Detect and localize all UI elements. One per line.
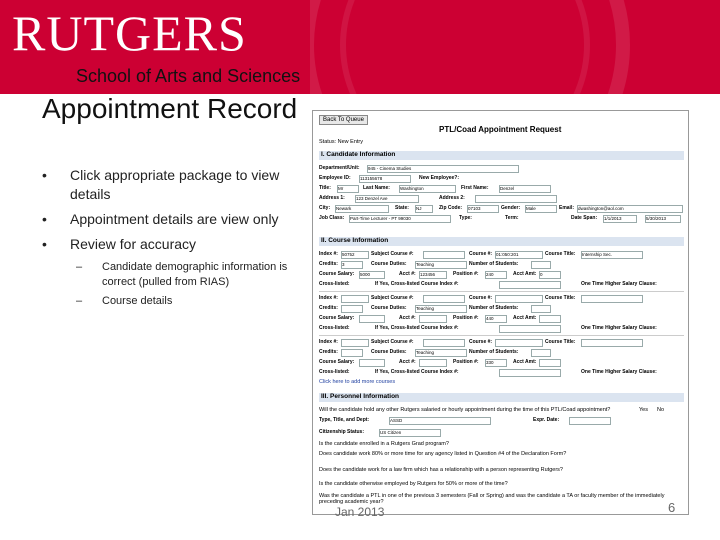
question-agency: Does candidate work 80% or more time for any agency listed in Question #4 of the Declaration Form? (319, 451, 567, 457)
logo-box (0, 0, 310, 94)
position-input-3[interactable]: 330 (485, 359, 507, 367)
row-course1-credits (319, 261, 684, 269)
acct-amt-label-2: Acct Amt: (513, 315, 537, 321)
course-label-3: Course #: (469, 339, 493, 345)
sub-bullet-text: Candidate demographic information is correct (pulled from RIAS) (102, 261, 288, 288)
row-employee (319, 175, 684, 183)
type-title-dept-label: Type, Title, and Dept: (319, 417, 370, 423)
course-duties-label-3: Course Duties: (371, 349, 407, 355)
course-title-label: Course Title: (545, 251, 576, 257)
row-address (319, 195, 684, 203)
index-input-2[interactable] (341, 295, 369, 303)
salary-label: Course Salary: (319, 271, 355, 277)
address2-input[interactable] (475, 195, 557, 203)
index-label-3: Index #: (319, 339, 338, 345)
first-name-input[interactable]: Denzel (499, 185, 551, 193)
row-course2-crosslisted (319, 325, 684, 333)
crosslisted-text-2: If Yes, Cross-listed Course Index #: (375, 325, 459, 331)
index-label-2: Index #: (319, 295, 338, 301)
row-citizenship (319, 429, 684, 437)
job-class-label: Job Class: (319, 215, 345, 221)
course-label: Course #: (469, 251, 493, 257)
salary-label-2: Course Salary: (319, 315, 355, 321)
credits-input[interactable]: 3 (341, 261, 363, 269)
credits-label: Credits: (319, 261, 338, 267)
title-label: Title: (319, 185, 331, 191)
row-p-title (319, 417, 684, 425)
bullet-text: Review for accuracy (70, 236, 197, 252)
section-personnel-info: III. Personnel Information (319, 393, 684, 402)
crosslisted-label-3: Cross-listed: (319, 369, 350, 375)
form-status: Status: New Entry (319, 139, 364, 145)
one-time-label: One Time Higher Salary Clause: (581, 281, 657, 287)
zip-label: Zip Code: (439, 205, 463, 211)
course-label-2: Course #: (469, 295, 493, 301)
subject-input-2[interactable] (423, 295, 465, 303)
date-span-to-input[interactable]: 5/30/2013 (645, 215, 681, 223)
acct-amt-label-3: Acct Amt: (513, 359, 537, 365)
course-input-2[interactable] (495, 295, 543, 303)
school-subtitle: School of Arts and Sciences (76, 66, 301, 86)
position-label: Position #: (453, 271, 479, 277)
acct-input[interactable]: 123456 (419, 271, 447, 279)
type-title-dept-input[interactable]: ASSD (389, 417, 491, 425)
expr-date-input[interactable] (569, 417, 611, 425)
credits-input-3[interactable] (341, 349, 363, 357)
salary-input[interactable]: 5000 (359, 271, 385, 279)
date-span-label: Date Span: (571, 215, 598, 221)
row-course1-index (319, 251, 684, 259)
term-label: Term: (505, 215, 519, 221)
course-divider (319, 291, 684, 292)
section-candidate-info: I. Candidate Information (319, 151, 684, 160)
last-name-input[interactable]: Washington (399, 185, 456, 193)
crosslisted-input-2[interactable] (499, 325, 561, 333)
salary-input-2[interactable] (359, 315, 385, 323)
employee-id-label: Employee ID: (319, 175, 351, 181)
acct-amt-input-2[interactable] (539, 315, 561, 323)
credits-label-3: Credits: (319, 349, 338, 355)
row-course2-salary (319, 315, 684, 323)
sub-bullet-text: Course details (102, 295, 173, 307)
bullet-item: • Appointment details are view only (42, 211, 279, 227)
bullet-text: Appointment details are view only (70, 211, 279, 227)
row-p-q4 (319, 467, 684, 475)
employee-id-input[interactable]: 113155678 (359, 175, 411, 183)
university-seal-inner (340, 0, 590, 94)
index-label: Index #: (319, 251, 338, 257)
zip-input[interactable]: 07103 (467, 205, 499, 213)
row-department (319, 165, 684, 173)
question-law-firm: Does the candidate work for a law firm which has a relationship with a person representing Rutgers? (319, 467, 563, 473)
acct-input-3[interactable] (419, 359, 447, 367)
page-number: 6 (668, 500, 676, 515)
acct-amt-input[interactable]: 0 (539, 271, 561, 279)
students-label-3: Number of Students: (469, 349, 519, 355)
crosslisted-input[interactable] (499, 281, 561, 289)
course-title-label-2: Course Title: (545, 295, 576, 301)
credits-label-2: Credits: (319, 305, 338, 311)
students-input-3[interactable] (531, 349, 551, 357)
subject-label: Subject Course #: (371, 251, 414, 257)
course-title-input[interactable]: Internship Sec. (581, 251, 643, 259)
row-course1-salary (319, 271, 684, 279)
subject-input[interactable] (423, 251, 465, 259)
students-input-2[interactable] (531, 305, 551, 313)
row-course3-crosslisted (319, 369, 684, 377)
appointment-form-screenshot (312, 110, 689, 515)
salary-input-3[interactable] (359, 359, 385, 367)
bullet-text: Click appropriate package to view details (70, 167, 280, 202)
row-course3-credits (319, 349, 684, 357)
acct-label-3: Acct #: (399, 359, 416, 365)
students-label: Number of Students: (469, 261, 519, 267)
section-course-info: II. Course Information (319, 237, 684, 246)
gender-select[interactable]: Male (525, 205, 557, 213)
crosslisted-text-3: If Yes, Cross-listed Course Index #: (375, 369, 459, 375)
row-p-q2 (319, 441, 684, 449)
email-input[interactable]: dwashington@aol.com (577, 205, 683, 213)
citizenship-select[interactable]: US Citizen (379, 429, 441, 437)
acct-amt-input-3[interactable] (539, 359, 561, 367)
title-select[interactable]: Mr (337, 185, 359, 193)
sub-bullet-item: – Candidate demographic information is correct (pulled from RIAS) (76, 261, 288, 288)
address1-label: Address 1: (319, 195, 345, 201)
crosslisted-input-3[interactable] (499, 369, 561, 377)
index-input-3[interactable] (341, 339, 369, 347)
form-title: PTL/Coad Appointment Request (439, 125, 562, 134)
acct-amt-label: Acct Amt: (513, 271, 537, 277)
address2-label: Address 2: (439, 195, 465, 201)
course-duties-label-2: Course Duties: (371, 305, 407, 311)
state-select[interactable]: NJ (415, 205, 433, 213)
course-title-input-2[interactable] (581, 295, 643, 303)
question-previous-ptl: Was the candidate a PTL in one of the previous 3 semesters (Fall or Spring) and was the candidate a TA or faculty member of the immediately preceding academic year? (319, 493, 665, 505)
add-more-courses-link[interactable]: Click here to add more courses (319, 379, 396, 385)
first-name-label: First Name: (461, 185, 489, 191)
bullet-list (42, 166, 302, 313)
one-time-label-3: One Time Higher Salary Clause: (581, 369, 657, 375)
acct-label-2: Acct #: (399, 315, 416, 321)
expr-date-label: Expr. Date: (533, 417, 560, 423)
subject-input-3[interactable] (423, 339, 465, 347)
course-title-input-3[interactable] (581, 339, 643, 347)
department-label: Department/Unit: (319, 165, 360, 171)
course-divider-2 (319, 335, 684, 336)
rutgers-logo: RUTGERS (12, 5, 247, 61)
row-job-class (319, 215, 684, 223)
sub-bullet-item: – Course details (76, 295, 173, 307)
subject-label-3: Subject Course #: (371, 339, 414, 345)
q1-no-radio[interactable]: No (657, 407, 665, 413)
gender-label: Gender: (501, 205, 521, 211)
new-employee-label: New Employee?: (419, 175, 460, 181)
department-select[interactable]: 945 - Cinema Studies (367, 165, 519, 173)
acct-input-2[interactable] (419, 315, 447, 323)
row-p-q5 (319, 481, 684, 489)
bullet-item: • Review for accuracy (42, 236, 197, 252)
row-city (319, 205, 684, 213)
row-course3-index (319, 339, 684, 347)
row-p-q1 (319, 407, 684, 415)
row-p-q3 (319, 451, 684, 459)
city-label: City: (319, 205, 331, 211)
crosslisted-text: If Yes, Cross-listed Course Index #: (375, 281, 459, 287)
course-input[interactable]: 01:050:201 (495, 251, 543, 259)
q1-yes-radio[interactable]: Yes (639, 407, 648, 413)
course-input-3[interactable] (495, 339, 543, 347)
address1-input[interactable]: 123 Denzel Ave (355, 195, 419, 203)
position-input[interactable]: 240 (485, 271, 507, 279)
header-banner (0, 0, 720, 94)
back-to-queue-button[interactable]: Back To Queue (319, 115, 368, 125)
row-p-q6 (319, 493, 684, 505)
type-label: Type: (459, 215, 472, 221)
row-name (319, 185, 684, 193)
salary-label-3: Course Salary: (319, 359, 355, 365)
city-input[interactable]: Newark (335, 205, 389, 213)
course-duties-select[interactable]: Teaching (415, 261, 467, 269)
subject-label-2: Subject Course #: (371, 295, 414, 301)
acct-label: Acct #: (399, 271, 416, 277)
bullet-item: • Click appropriate package to view details (42, 167, 280, 202)
credits-input-2[interactable] (341, 305, 363, 313)
one-time-label-2: One Time Higher Salary Clause: (581, 325, 657, 331)
students-input[interactable] (531, 261, 551, 269)
row-course2-index (319, 295, 684, 303)
crosslisted-label-2: Cross-listed: (319, 325, 350, 331)
citizenship-label: Citizenship Status: (319, 429, 365, 435)
question-otherwise-employed: Is the candidate otherwise employed by Rutgers for 50% or more of the time? (319, 481, 508, 487)
crosslisted-label: Cross-listed: (319, 281, 350, 287)
students-label-2: Number of Students: (469, 305, 519, 311)
state-label: State: (395, 205, 409, 211)
question-grad-program: Is the candidate enrolled in a Rutgers Grad program? (319, 441, 449, 447)
position-label-2: Position #: (453, 315, 479, 321)
date-span-from-input[interactable]: 1/1/2013 (603, 215, 637, 223)
job-class-select[interactable]: Part-Time Lecturer - PT 99030 (349, 215, 451, 223)
index-input[interactable]: 50752 (341, 251, 369, 259)
row-course2-credits (319, 305, 684, 313)
course-duties-select-3[interactable]: Teaching (415, 349, 467, 357)
position-label-3: Position #: (453, 359, 479, 365)
slide-title: Appointment Record (42, 93, 298, 124)
row-course3-salary (319, 359, 684, 367)
email-label: Email: (559, 205, 575, 211)
course-duties-select-2[interactable]: Teaching (415, 305, 467, 313)
row-course1-crosslisted (319, 281, 684, 289)
question-other-appointment: Will the candidate hold any other Rutgers salaried or hourly appointment during the time of this PTL/Coad appointment? (319, 407, 611, 413)
last-name-label: Last Name: (363, 185, 390, 191)
course-title-label-3: Course Title: (545, 339, 576, 345)
position-input-2[interactable]: 440 (485, 315, 507, 323)
footer-date: Jan 2013 (335, 505, 385, 519)
course-duties-label: Course Duties: (371, 261, 407, 267)
